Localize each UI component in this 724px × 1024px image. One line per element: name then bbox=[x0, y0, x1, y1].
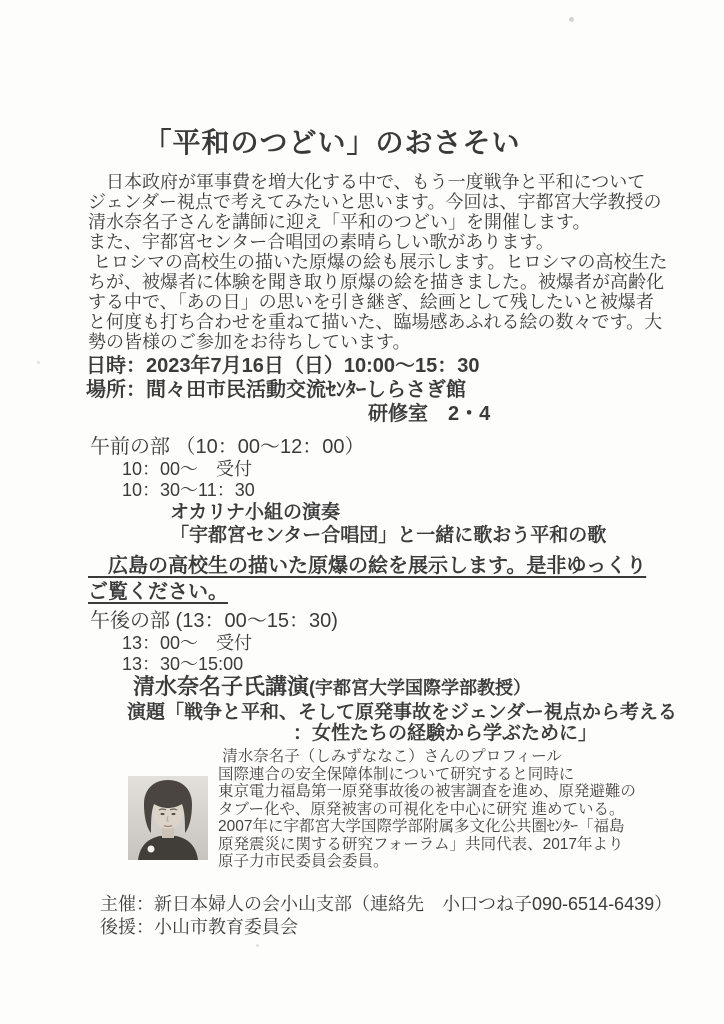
intro-line: 清水奈名子さんを講師に迎え「平和のつどい」を開催します。 bbox=[88, 212, 591, 232]
afternoon-heading: 午後の部 (13：00～15：30) bbox=[90, 610, 338, 632]
event-venue: 場所：間々田市民活動交流ｾﾝﾀｰしらさぎ館 bbox=[86, 379, 466, 401]
event-room: 研修室 2・4 bbox=[368, 403, 491, 425]
footer bbox=[100, 893, 724, 939]
portrait-illustration bbox=[128, 776, 208, 860]
lecture-theme-line: ：女性たちの経験から学ぶために」 bbox=[293, 723, 598, 744]
event-info bbox=[86, 354, 724, 426]
lecture-title-line bbox=[133, 675, 724, 702]
speaker-photo bbox=[128, 776, 208, 860]
profile-line: 原発震災に関する研究フォーラム」共同代表、2017年より bbox=[218, 835, 624, 853]
profile-line: 2007年に宇都宮大学国際学部附属多文化公共圏ｾﾝﾀｰ「福島 bbox=[218, 818, 625, 835]
lecture-speaker-affiliation: (宇都宮大学国際学部教授） bbox=[309, 678, 532, 698]
intro-line: 日本政府が軍事費を増大化する中で、もう一度戦争と平和について bbox=[88, 172, 646, 192]
intro-paragraph bbox=[88, 172, 724, 352]
intro-line: する中で、「あの日」の思いを引き継ぎ、絵画として残したいと被爆者 bbox=[88, 292, 654, 312]
scan-speck bbox=[256, 944, 259, 947]
scan-speck bbox=[569, 17, 574, 22]
profile-line: タブー化や、原発被害の可視化を中心に研究 進めている。 bbox=[218, 800, 625, 818]
afternoon-schedule-item: 13：30～15:00 bbox=[122, 654, 244, 674]
intro-line: と何度も打ち合わせを重ねて描いた、臨場感あふれる絵の数々です。大 bbox=[88, 312, 663, 332]
exhibit-notice-line: 広島の高校生の描いた原爆の絵を展示します。是非ゆっくり bbox=[88, 555, 647, 577]
profile-line: 清水奈名子（しみずななこ）さんのプロフィール bbox=[218, 748, 562, 765]
morning-program-item: 「宇都宮センター合唱団」と一緒に歌おう平和の歌 bbox=[170, 525, 607, 546]
intro-line: ちが、被爆者に体験を聞き取り原爆の絵を描きました。被爆者が高齢化 bbox=[88, 272, 664, 292]
intro-line: また、宇都宮センター合唱団の素晴らしい歌があります。 bbox=[88, 232, 554, 252]
morning-schedule-item: 10：30～11：30 bbox=[122, 480, 255, 500]
scan-speck bbox=[37, 361, 40, 364]
morning-session bbox=[90, 435, 724, 547]
support-line: 後援：小山市教育委員会 bbox=[100, 916, 298, 937]
intro-line: ジェンダー視点で考えてみたいと思います。今回は、宇都宮大学教授の bbox=[88, 192, 662, 212]
profile-line: 原子力市民委員会委員。 bbox=[218, 853, 389, 870]
morning-heading: 午前の部 （10：00～12：00） bbox=[90, 436, 365, 458]
morning-program-item: オカリナ小組の演奏 bbox=[170, 502, 341, 523]
profile-line: 国際連合の安全保障体制について研究すると同時に bbox=[218, 765, 575, 783]
profile-line: 東京電力福島第一原発事故後の被害調査を進め、原発避難の bbox=[218, 783, 636, 800]
organizer-line: 主催：新日本婦人の会小山支部（連絡先 小口つね子090-6514-6439） bbox=[100, 893, 673, 914]
profile-text bbox=[218, 748, 636, 871]
speaker-profile bbox=[0, 748, 724, 871]
morning-schedule-item: 10：00～ 受付 bbox=[122, 459, 253, 479]
exhibit-notice bbox=[88, 553, 724, 605]
afternoon-session bbox=[90, 609, 724, 744]
intro-line: 勢の皆様のご参加をお待ちしています。 bbox=[88, 332, 411, 352]
exhibit-notice-line: ご覧ください。 bbox=[88, 581, 228, 603]
intro-line: ヒロシマの高校生の描いた原爆の絵も展示します。ヒロシマの高校生た bbox=[88, 252, 668, 272]
page-title: 「平和のつどい」のおさそい bbox=[143, 127, 521, 158]
lecture-speaker-name: 清水奈名子氏講演 bbox=[133, 674, 310, 699]
lecture-theme-line: 演題「戦争と平和、そして原発事故をジェンダー視点から考える bbox=[127, 702, 677, 723]
event-datetime: 日時：2023年7月16日（日）10:00～15：30 bbox=[86, 355, 480, 377]
afternoon-schedule-item: 13：00～ 受付 bbox=[122, 633, 253, 653]
